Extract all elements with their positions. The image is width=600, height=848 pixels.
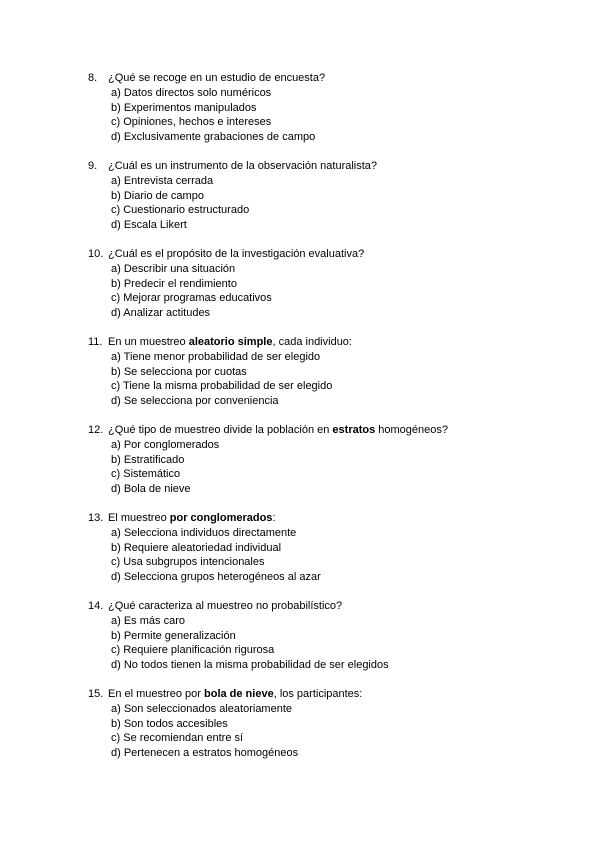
option-text: Requiere aleatoriedad individual: [123, 541, 282, 554]
option-text: Son todos accesibles: [123, 717, 228, 730]
option-d: [88, 218, 568, 233]
option-text: No todos tienen la misma probabilidad de ser elegidos: [123, 658, 389, 671]
option-a: [88, 438, 568, 453]
option-letter: d): [111, 746, 121, 759]
question-text: [88, 599, 568, 614]
question-text: [88, 511, 568, 526]
option-c: [88, 467, 568, 482]
option-c: [88, 379, 568, 394]
question-number: 15.: [88, 688, 104, 700]
option-d: [88, 482, 568, 497]
option-letter: b): [111, 277, 121, 290]
option-letter: d): [111, 482, 121, 495]
option-text: Tiene la misma probabilidad de ser elegido: [123, 380, 333, 393]
option-letter: b): [111, 629, 121, 642]
question-number: 12.: [88, 424, 104, 436]
question-number: 11.: [88, 336, 103, 348]
option-text: Describir una situación: [123, 263, 236, 275]
question-text-part: homogéneos?: [375, 424, 448, 436]
option-text: Cuestionario estructurado: [123, 204, 250, 217]
option-letter: d): [111, 306, 121, 319]
question-text-part: ¿Cuál es un instrumento de la observación naturalista?: [108, 160, 378, 172]
option-letter: d): [111, 570, 121, 583]
option-letter: d): [111, 130, 121, 143]
option-letter: c): [111, 204, 121, 217]
option-text: Diario de campo: [123, 189, 204, 202]
question-text: [88, 335, 568, 350]
option-text: Usa subgrupos intencionales: [123, 556, 265, 569]
option-letter: b): [111, 717, 121, 730]
question-text-emphasis: aleatorio simple: [188, 336, 273, 348]
question-9: [88, 159, 568, 232]
option-c: [88, 115, 568, 130]
option-letter: b): [111, 365, 121, 378]
option-text: Permite generalización: [123, 629, 236, 642]
question-10: [88, 247, 568, 320]
option-a: [88, 262, 568, 277]
option-letter: a): [111, 263, 121, 275]
question-text: [88, 687, 568, 702]
option-text: Se selecciona por cuotas: [123, 365, 247, 378]
question-number: 10.: [88, 248, 104, 260]
option-text: Bola de nieve: [123, 482, 191, 495]
question-text-part: En el muestreo por: [108, 688, 204, 700]
question-text-part: El muestreo: [108, 512, 170, 524]
option-letter: b): [111, 189, 121, 202]
option-letter: a): [111, 175, 121, 187]
option-c: [88, 555, 568, 570]
option-letter: b): [111, 453, 121, 466]
option-text: Pertenecen a estratos homogéneos: [123, 746, 299, 759]
option-b: [88, 453, 568, 468]
option-text: Predecir el rendimiento: [123, 277, 237, 290]
question-8: [88, 71, 568, 144]
option-c: [88, 203, 568, 218]
option-letter: b): [111, 101, 121, 114]
option-text: Exclusivamente grabaciones de campo: [123, 130, 316, 143]
question-text-emphasis: estratos: [332, 424, 376, 436]
option-text: Selecciona individuos directamente: [123, 527, 297, 539]
question-text: [88, 247, 568, 262]
option-b: [88, 717, 568, 732]
option-c: [88, 731, 568, 746]
question-text-part: ¿Qué caracteriza al muestreo no probabilístico?: [108, 600, 343, 612]
option-d: [88, 130, 568, 145]
option-b: [88, 365, 568, 380]
option-a: [88, 174, 568, 189]
option-d: [88, 394, 568, 409]
option-b: [88, 541, 568, 556]
option-letter: a): [111, 703, 121, 715]
option-a: [88, 526, 568, 541]
question-text: [88, 159, 568, 174]
option-letter: c): [111, 292, 121, 305]
option-a: [88, 702, 568, 717]
question-number: 8.: [88, 72, 98, 84]
question-text: [88, 423, 568, 438]
option-a: [88, 614, 568, 629]
option-b: [88, 277, 568, 292]
question-number: 14.: [88, 600, 104, 612]
option-c: [88, 643, 568, 658]
question-number: 9.: [88, 160, 98, 172]
option-text: Por conglomerados: [123, 439, 220, 451]
option-text: Se selecciona por conveniencia: [123, 394, 279, 407]
option-b: [88, 629, 568, 644]
option-text: Analizar actitudes: [123, 306, 211, 319]
option-letter: a): [111, 87, 121, 99]
option-text: Mejorar programas educativos: [123, 292, 272, 305]
option-letter: a): [111, 439, 121, 451]
option-text: Estratificado: [123, 453, 185, 466]
option-a: [88, 86, 568, 101]
option-letter: d): [111, 218, 121, 231]
option-text: Se recomiendan entre sí: [123, 732, 244, 745]
option-text: Es más caro: [123, 615, 185, 627]
option-a: [88, 350, 568, 365]
option-text: Requiere planificación rigurosa: [123, 644, 275, 657]
option-letter: c): [111, 732, 121, 745]
question-text-emphasis: bola de nieve: [204, 688, 274, 700]
option-letter: c): [111, 380, 121, 393]
option-letter: b): [111, 541, 121, 554]
option-text: Entrevista cerrada: [123, 175, 214, 187]
option-d: [88, 570, 568, 585]
option-letter: d): [111, 394, 121, 407]
option-d: [88, 306, 568, 321]
option-text: Opiniones, hechos e intereses: [123, 116, 272, 129]
option-letter: a): [111, 615, 121, 627]
option-d: [88, 658, 568, 673]
option-letter: a): [111, 527, 121, 539]
option-text: Escala Likert: [123, 218, 187, 231]
option-b: [88, 101, 568, 116]
question-11: [88, 335, 568, 408]
option-b: [88, 189, 568, 204]
option-letter: d): [111, 658, 121, 671]
option-c: [88, 291, 568, 306]
question-text: [88, 71, 568, 86]
option-letter: c): [111, 116, 121, 129]
option-text: Experimentos manipulados: [123, 101, 257, 114]
question-13: [88, 511, 568, 584]
question-text-part: En un muestreo: [108, 336, 189, 348]
question-text-part: , cada individuo:: [272, 336, 352, 348]
question-number: 13.: [88, 512, 104, 524]
option-text: Sistemático: [123, 468, 181, 481]
question-15: [88, 687, 568, 760]
question-text-part: :: [272, 512, 276, 524]
question-text-part: ¿Qué tipo de muestreo divide la población en: [108, 424, 333, 436]
option-text: Tiene menor probabilidad de ser elegido: [123, 351, 321, 363]
option-text: Selecciona grupos heterogéneos al azar: [123, 570, 321, 583]
option-letter: c): [111, 468, 121, 481]
question-text-part: ¿Cuál es el propósito de la investigación evaluativa?: [108, 248, 365, 260]
option-letter: a): [111, 351, 121, 363]
question-14: [88, 599, 568, 672]
option-text: Datos directos solo numéricos: [123, 87, 272, 99]
option-letter: c): [111, 556, 121, 569]
question-text-part: ¿Qué se recoge en un estudio de encuesta?: [108, 72, 326, 84]
option-text: Son seleccionados aleatoriamente: [123, 703, 293, 715]
question-text-emphasis: por conglomerados: [169, 512, 273, 524]
question-12: [88, 423, 568, 496]
question-text-part: , los participantes:: [273, 688, 363, 700]
option-letter: c): [111, 644, 121, 657]
option-d: [88, 746, 568, 761]
